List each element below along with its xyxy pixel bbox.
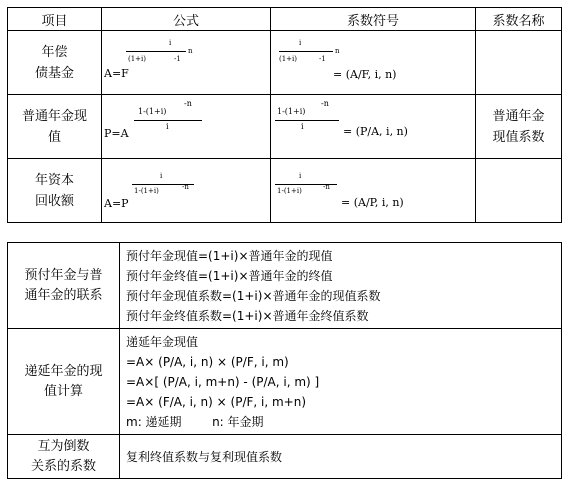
symbol-equation: = (P/A, i, n) [343, 125, 408, 138]
formula-exponent: n [188, 47, 193, 55]
symbol-exponent: -n [321, 99, 329, 108]
symbol-exponent: -n [323, 183, 330, 191]
header-symbol: 系数符号 [271, 8, 476, 31]
symbol-exponent: n [335, 47, 340, 55]
text-line: 预付年金现值系数=(1+i)×普通年金的现值系数 [126, 288, 381, 303]
symbol-cell [271, 159, 476, 223]
table-row [8, 31, 562, 95]
row-label: 递延年金的现 值计算 [8, 329, 120, 435]
header-item: 项目 [8, 8, 102, 31]
formula-numerator: i [169, 39, 172, 47]
annuity-formula-table [7, 7, 562, 223]
text-line: 预付年金终值=(1+i)×普通年金的终值 [126, 268, 333, 283]
formula-numerator: 1-(1+i) [138, 107, 167, 116]
text-line: 预付年金终值系数=(1+i)×普通年金终值系数 [126, 308, 369, 323]
coefficient-name [476, 159, 562, 223]
text-line: =A× (P/A, i, n) × (P/F, i, m) [126, 354, 289, 369]
symbol-numerator: i [299, 39, 302, 47]
text-line: 复利终值系数与复利现值系数 [126, 449, 283, 464]
fraction-bar [275, 120, 339, 121]
symbol-denominator: (1+i) [279, 55, 298, 63]
symbol-numerator: i [299, 172, 302, 180]
row-item-label: 普通年金现 值 [8, 95, 102, 159]
table-row [8, 159, 562, 223]
formula-cell [102, 95, 271, 159]
coefficient-name: 普通年金 现值系数 [476, 95, 562, 159]
formula-prefix: A=P [104, 197, 129, 210]
annuity-relations-table [7, 242, 562, 479]
table-row [8, 243, 562, 329]
text-line: m: 递延期 n: 年金期 [126, 414, 264, 429]
header-formula: 公式 [102, 8, 271, 31]
formula-prefix: P=A [104, 127, 129, 140]
table-row [8, 95, 562, 159]
symbol-denominator: i [301, 122, 304, 131]
symbol-cell [271, 31, 476, 95]
formula-numerator: i [160, 172, 163, 180]
formula-denominator: i [166, 122, 169, 131]
fraction-bar [279, 51, 333, 52]
table-row [8, 435, 562, 479]
table-row [8, 329, 562, 435]
text-line: =A× (F/A, i, n) × (P/F, i, m+n) [126, 394, 307, 409]
header-name: 系数名称 [476, 8, 562, 31]
row-content [120, 329, 562, 435]
text-line: 递延年金现值 [126, 334, 199, 349]
formula-cell [102, 159, 271, 223]
header-row [8, 8, 562, 31]
formula-prefix: A=F [104, 67, 129, 80]
coefficient-name [476, 31, 562, 95]
symbol-numerator: 1-(1+i) [277, 107, 306, 116]
row-label: 互为倒数 关系的系数 [8, 435, 120, 479]
row-content [120, 435, 562, 479]
formula-denominator-tail: -1 [174, 55, 181, 63]
symbol-denominator-tail: -1 [319, 55, 326, 63]
formula-denominator: 1-(1+i) [134, 187, 159, 195]
symbol-equation: = (A/P, i, n) [341, 196, 404, 209]
text-line: =A×[ (P/A, i, m+n) - (P/A, i, m) ] [126, 374, 320, 389]
row-item-label: 年资本 回收额 [8, 159, 102, 223]
row-item-label: 年偿 债基金 [8, 31, 102, 95]
row-content [120, 243, 562, 329]
fraction-bar [134, 120, 202, 121]
symbol-cell [271, 95, 476, 159]
symbol-equation: = (A/F, i, n) [333, 68, 397, 81]
formula-cell [102, 31, 271, 95]
symbol-denominator: 1-(1+i) [277, 187, 302, 195]
formula-exponent: -n [184, 99, 192, 108]
row-label: 预付年金与普 通年金的联系 [8, 243, 120, 329]
text-line: 预付年金现值=(1+i)×普通年金的现值 [126, 248, 333, 263]
formula-exponent: -n [182, 183, 189, 191]
formula-denominator: (1+i) [128, 55, 147, 63]
fraction-bar [126, 51, 186, 52]
